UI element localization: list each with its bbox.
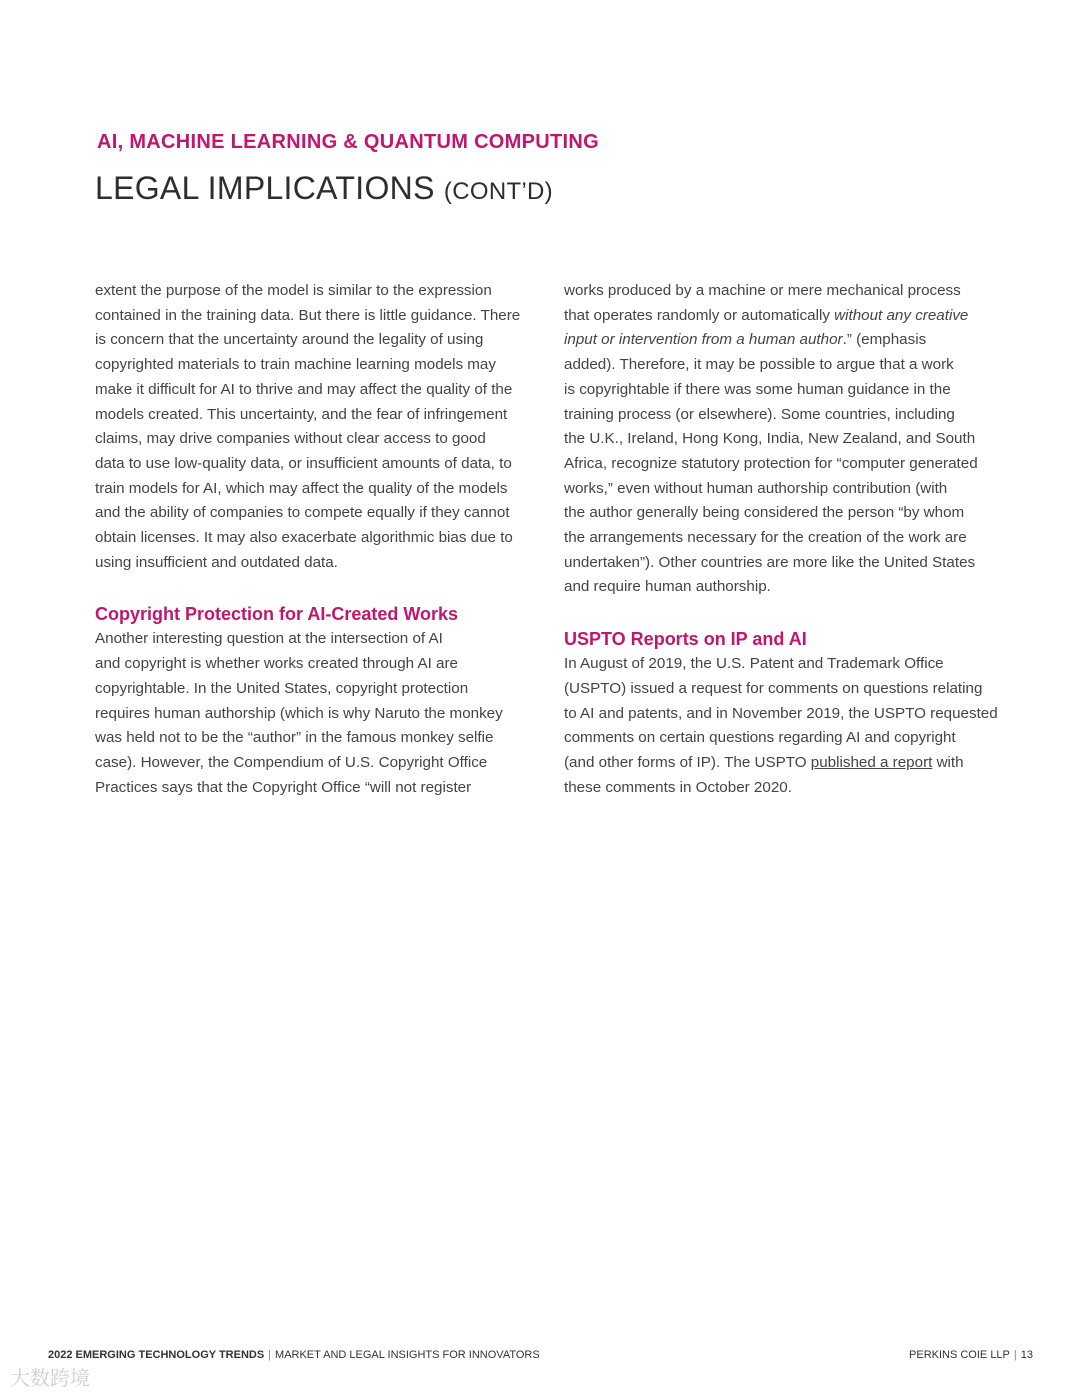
published-report-link[interactable]: published a report xyxy=(810,753,933,771)
footer-publication-subtitle: MARKET AND LEGAL INSIGHTS FOR INNOVATORS xyxy=(275,1349,540,1361)
right-paragraph-1 xyxy=(564,279,989,600)
text-line: is concern that the uncertainty around the legality of using xyxy=(95,331,484,349)
text-line xyxy=(564,304,989,329)
page-title-main: LEGAL IMPLICATIONS xyxy=(95,170,435,206)
footer-publication xyxy=(48,1349,540,1361)
text-line: requires human authorship (which is why Naruto the monkey xyxy=(95,704,503,722)
left-paragraph-2 xyxy=(95,627,535,800)
footer-publication-title: 2022 EMERGING TECHNOLOGY TRENDS xyxy=(48,1349,265,1361)
text-line: and copyright is whether works created through AI are xyxy=(95,655,459,673)
heading-uspto-reports: USPTO Reports on IP and AI xyxy=(564,629,807,650)
left-column xyxy=(95,279,535,800)
text-line: the U.K., Ireland, Hong Kong, India, New Zealand, and South xyxy=(564,430,976,448)
text-line: the arrangements necessary for the creation of the work are xyxy=(564,529,967,547)
page-number: 13 xyxy=(1020,1349,1033,1361)
text-line: (USPTO) issued a request for comments on questions relating xyxy=(564,679,983,697)
text-segment: .” (emphasis xyxy=(842,331,927,349)
text-line: works,” even without human authorship contribution (with xyxy=(564,479,948,497)
text-line: training process (or elsewhere). Some countries, including xyxy=(564,405,955,423)
text-line: to AI and patents, and in November 2019, the USPTO requested xyxy=(564,704,998,722)
text-line: the author generally being considered the person “by whom xyxy=(564,504,965,522)
page-title xyxy=(95,170,553,207)
left-paragraph-1 xyxy=(95,279,535,575)
footer-firm-name: PERKINS COIE LLP xyxy=(909,1349,1010,1361)
text-line: train models for AI, which may affect the quality of the models xyxy=(95,479,508,497)
text-line: Practices says that the Copyright Office “will not register xyxy=(95,778,472,796)
footer-firm xyxy=(909,1349,1033,1361)
text-line xyxy=(564,328,989,353)
text-line: is copyrightable if there was some human guidance in the xyxy=(564,380,951,398)
footer-separator: | xyxy=(1013,1349,1017,1361)
right-paragraph-2 xyxy=(564,652,998,800)
text-line: works produced by a machine or mere mechanical process xyxy=(564,282,961,299)
text-line: copyrightable. In the United States, copyright protection xyxy=(95,679,469,697)
watermark: 大数跨境 xyxy=(10,1368,90,1390)
text-line: Africa, recognize statutory protection for “computer generated xyxy=(564,454,978,472)
text-segment: that operates randomly or automatically xyxy=(564,306,835,324)
text-line xyxy=(564,751,989,776)
text-line: make it difficult for AI to thrive and may affect the quality of the xyxy=(95,380,513,398)
text-line: copyrighted materials to train machine learning models may xyxy=(95,356,496,374)
text-segment: (and other forms of IP). The USPTO xyxy=(564,753,811,771)
text-line: and require human authorship. xyxy=(564,578,771,596)
text-line: was held not to be the “author” in the famous monkey selfie xyxy=(95,729,494,747)
text-line: and the ability of companies to compete equally if they cannot xyxy=(95,504,510,522)
text-line: obtain licenses. It may also exacerbate algorithmic bias due to xyxy=(95,529,513,547)
text-line: claims, may drive companies without clear access to good xyxy=(95,430,486,448)
text-line: models created. This uncertainty, and the fear of infringement xyxy=(95,405,508,423)
emphasis-text: without any creative xyxy=(834,306,969,324)
page-title-sub: (CONT’D) xyxy=(443,178,553,205)
text-line: data to use low-quality data, or insufficient amounts of data, to xyxy=(95,454,512,472)
text-line: Another interesting question at the intersection of AI xyxy=(95,630,443,648)
text-line: undertaken”). Other countries are more like the United States xyxy=(564,553,976,571)
section-kicker: AI, MACHINE LEARNING & QUANTUM COMPUTING xyxy=(97,131,599,153)
emphasis-text: input or intervention from a human author xyxy=(564,331,843,349)
footer-separator: | xyxy=(268,1349,272,1361)
text-line: using insufficient and outdated data. xyxy=(95,553,338,571)
text-segment: with xyxy=(932,753,964,771)
text-line: contained in the training data. But there is little guidance. There xyxy=(95,306,521,324)
text-line: extent the purpose of the model is similar to the expression xyxy=(95,282,492,299)
text-line: In August of 2019, the U.S. Patent and Trademark Office xyxy=(564,655,944,673)
heading-copyright-protection: Copyright Protection for AI-Created Works xyxy=(95,604,459,625)
text-line: comments on certain questions regarding AI and copyright xyxy=(564,729,956,747)
text-line: case). However, the Compendium of U.S. Copyright Office xyxy=(95,753,488,771)
right-column xyxy=(564,279,998,800)
text-line: these comments in October 2020. xyxy=(564,778,792,796)
text-line: added). Therefore, it may be possible to argue that a work xyxy=(564,356,954,374)
